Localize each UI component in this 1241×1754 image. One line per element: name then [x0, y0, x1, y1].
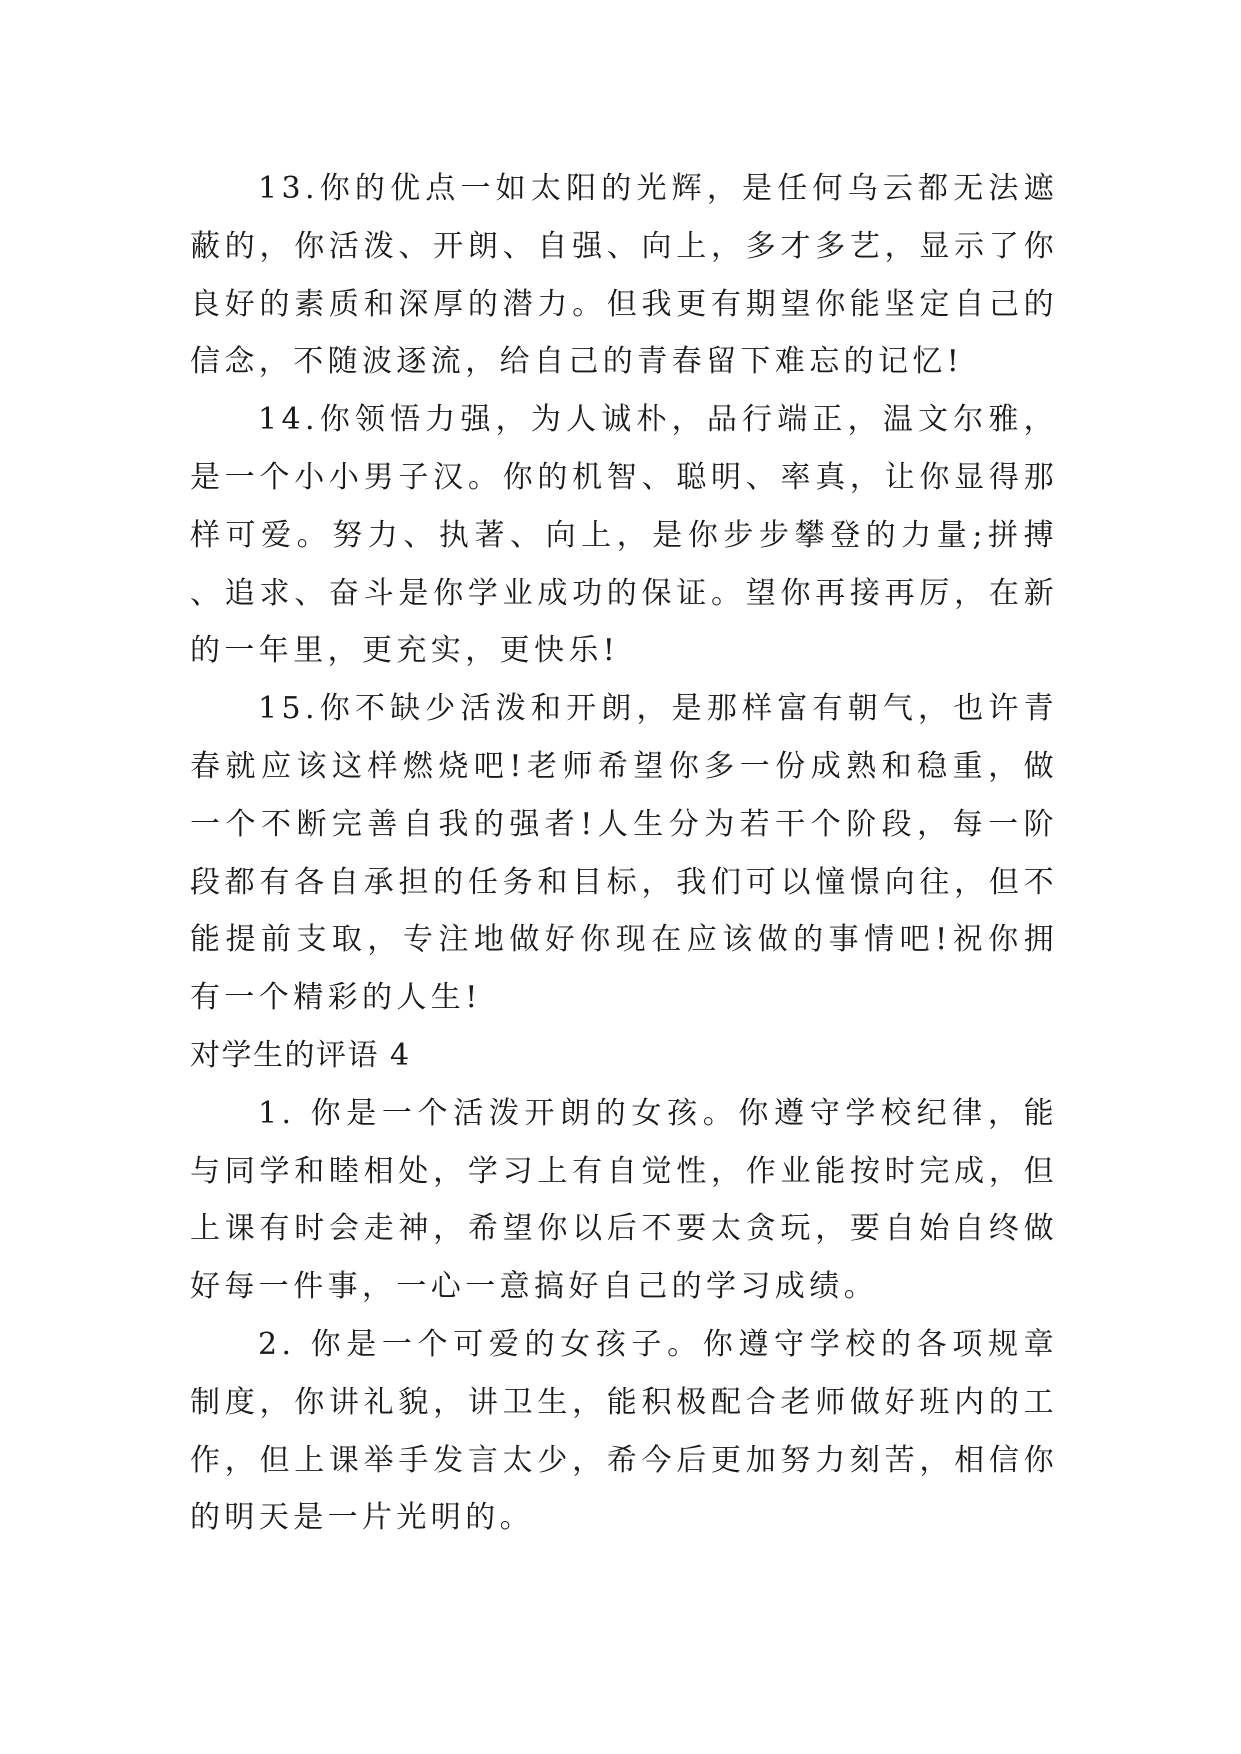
comment-paragraph-14: 14.你领悟力强，为人诚朴，品行端正，温文尔雅，是一个小小男子汉。你的机智、聪明、率真，让你显得那样可爱。努力、执著、向上，是你步步攀登的力量;拼搏、追求、奋斗是你学业成功的保证。望你再接再厉，在新的一年里，更充实，更快乐! [190, 402, 1058, 669]
comment-paragraph-1: 1. 你是一个活泼开朗的女孩。你遵守学校纪律，能与同学和睦相处，学习上有自觉性，作业能按时完成，但上课有时会走神，希望你以后不要太贪玩，要自始自终做好每一件事，一心一意搞好自己的学习成绩。 [190, 1095, 1058, 1305]
comment-paragraph-13: 13.你的优点一如太阳的光辉，是任何乌云都无法遮蔽的，你活泼、开朗、自强、向上，多才多艺，显示了你良好的素质和深厚的潜力。但我更有期望你能坚定自己的信念，不随波逐流，给自己的青春留下难忘的记忆! [190, 171, 1058, 380]
comment-paragraph-15: 15.你不缺少活泼和开朗，是那样富有朝气，也许青春就应该这样燃烧吧!老师希望你多一份成熟和稳重，做一个不断完善自我的强者!人生分为若干个阶段，每一阶段都有各自承担的任务和目标，我们可以憧憬向往，但不能提前支取，专注地做好你现在应该做的事情吧!祝你拥有一个精彩的人生! [190, 691, 1058, 1016]
document-body [190, 160, 1058, 1547]
comment-paragraph-2: 2. 你是一个可爱的女孩子。你遵守学校的各项规章制度，你讲礼貌，讲卫生，能积极配合老师做好班内的工作，但上课举手发言太少，希今后更加努力刻苦，相信你的明天是一片光明的。 [190, 1326, 1058, 1536]
section-heading: 对学生的评语 4 [190, 1037, 411, 1073]
